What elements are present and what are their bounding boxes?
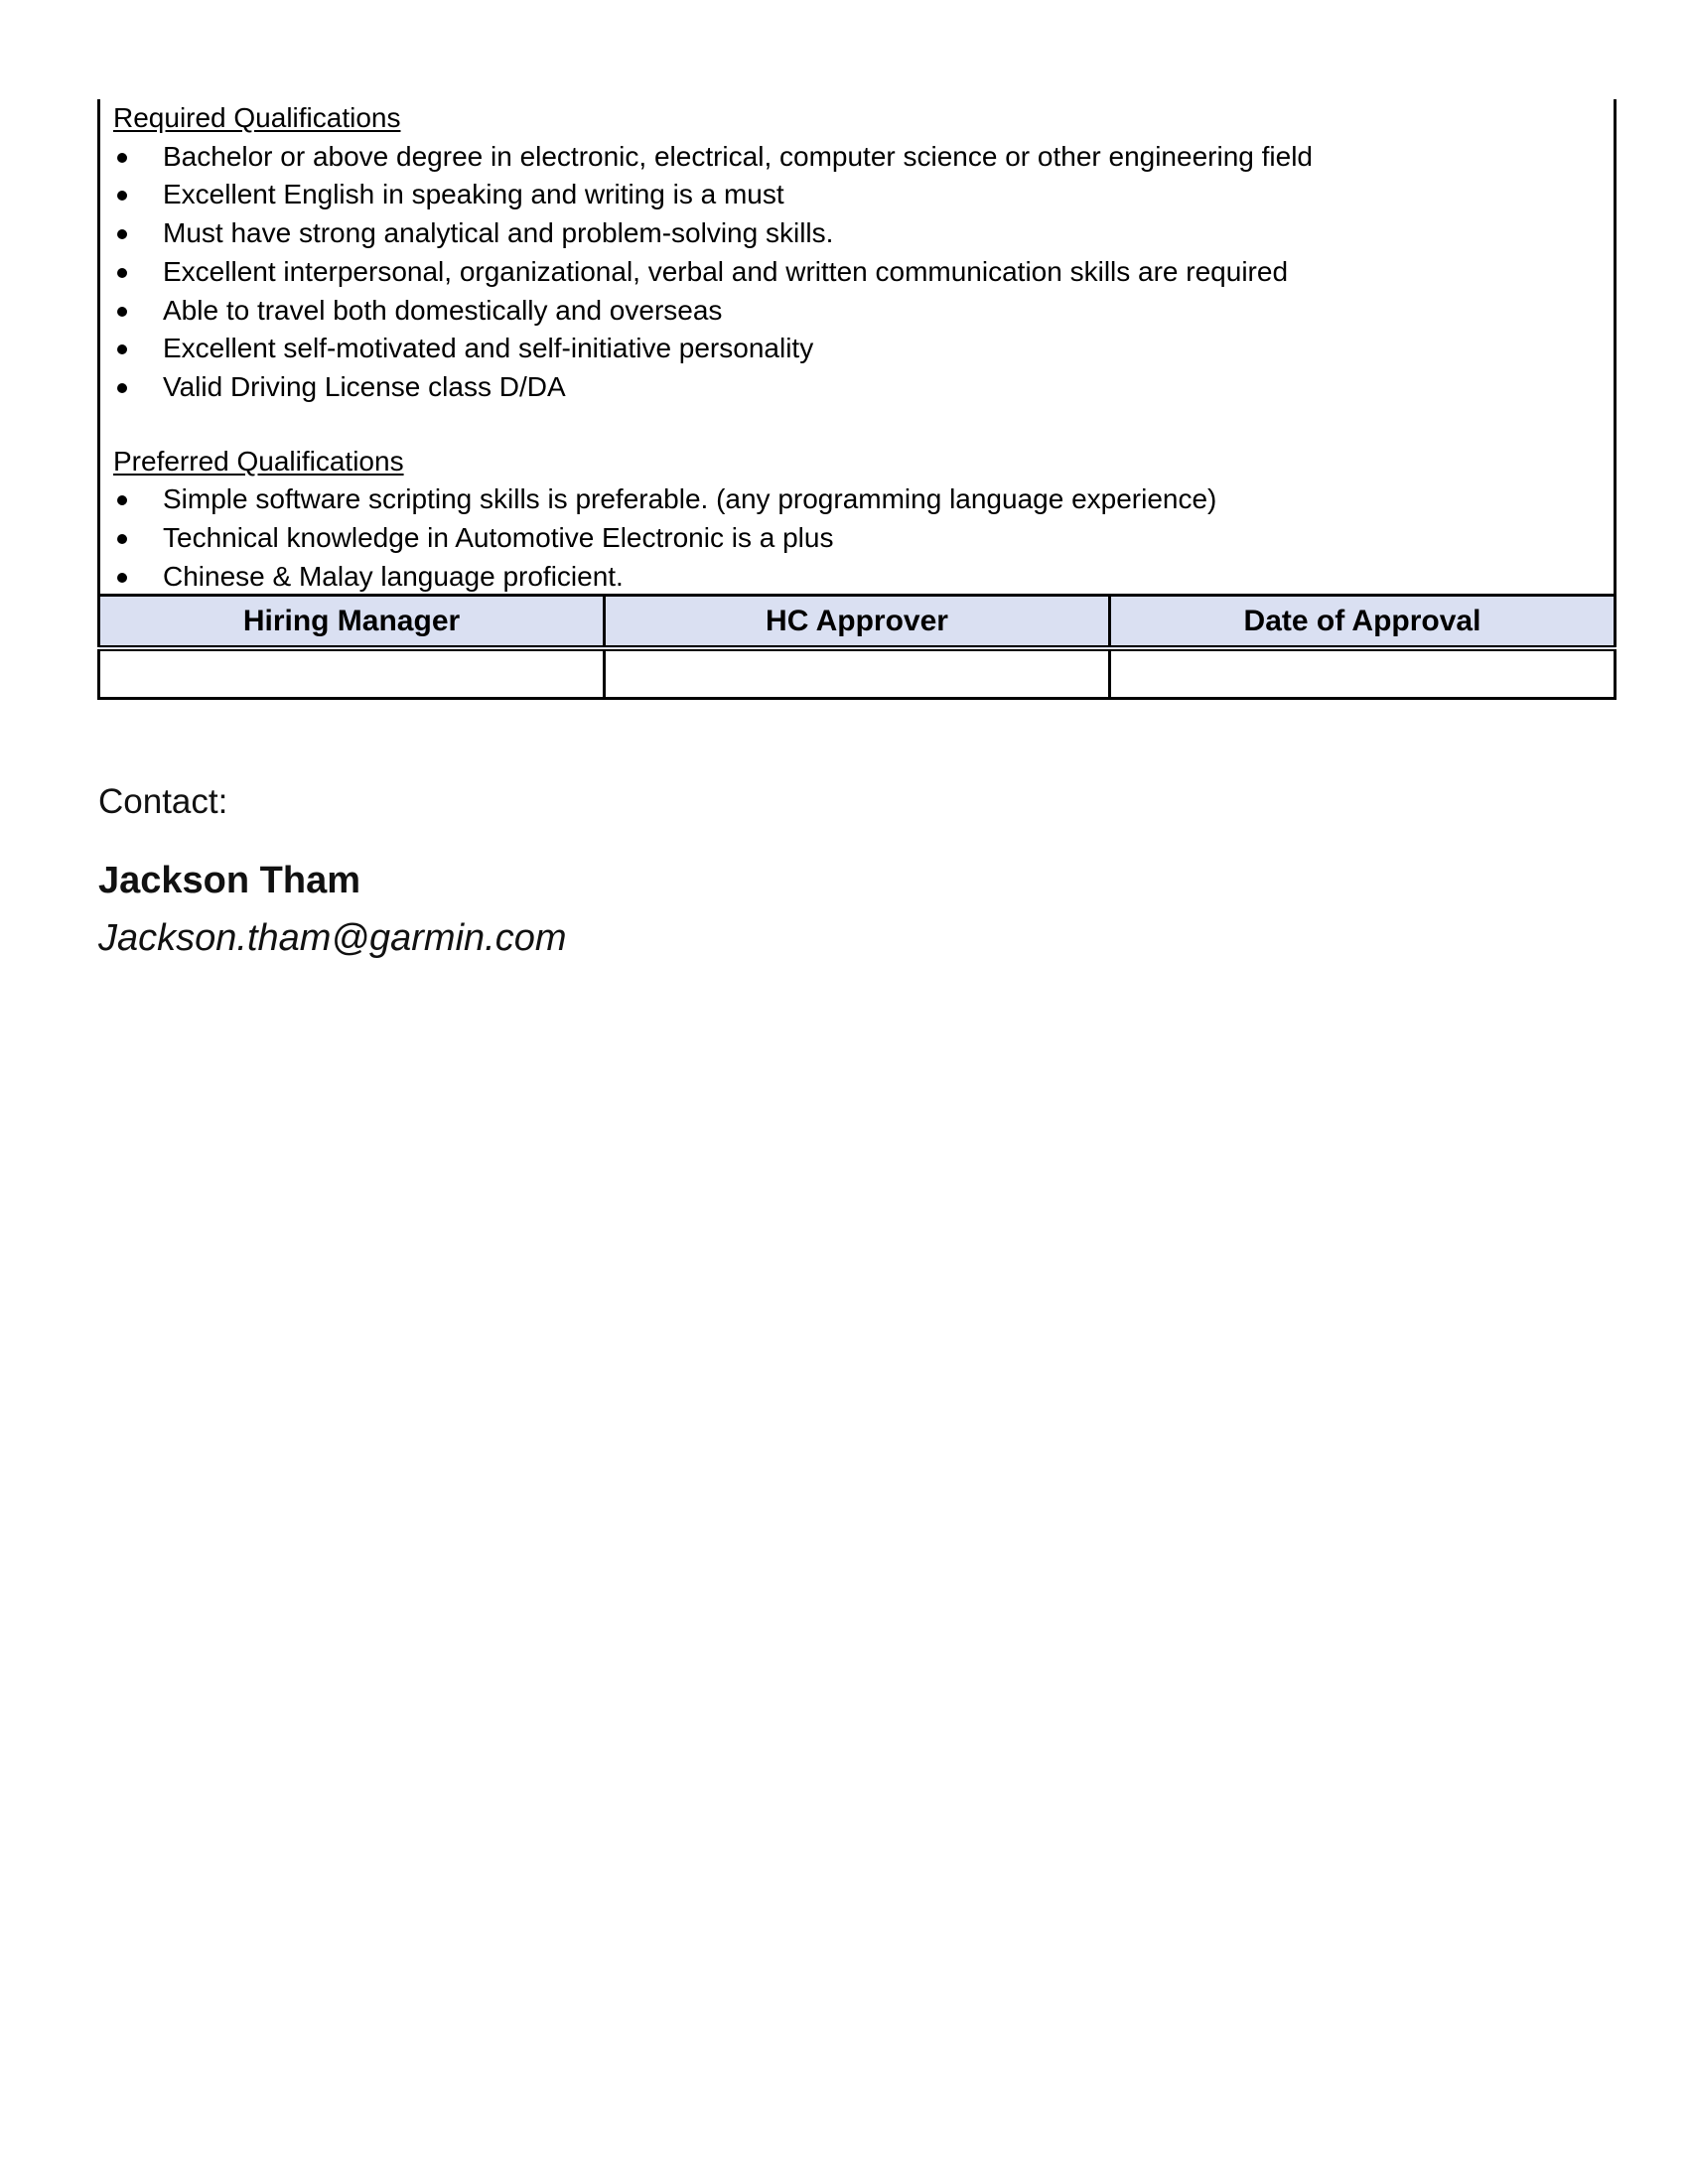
list-item <box>113 214 1593 253</box>
list-item-text: Able to travel both domestically and overseas <box>163 294 723 326</box>
list-item <box>113 480 1593 519</box>
list-item-text: Valid Driving License class D/DA <box>163 370 566 402</box>
required-qualifications-heading: Required Qualifications <box>113 102 401 133</box>
bullet-icon <box>117 344 127 354</box>
list-item-text: Simple software scripting skills is preferable. (any programming language experience) <box>163 483 1217 515</box>
preferred-qualifications-list <box>113 480 1593 596</box>
list-item <box>113 292 1593 331</box>
qualifications-section <box>113 99 1593 596</box>
bullet-icon <box>117 307 127 317</box>
bullet-icon <box>117 191 127 201</box>
list-item <box>113 558 1593 597</box>
date-of-approval-cell <box>1110 648 1616 699</box>
list-item <box>113 253 1593 292</box>
date-of-approval-header: Date of Approval <box>1110 596 1616 649</box>
approval-table <box>97 594 1617 700</box>
list-item-text: Excellent interpersonal, organizational, verbal and written communication skills are required <box>163 255 1289 287</box>
table-row <box>99 648 1616 699</box>
list-item-text: Excellent English in speaking and writing is a must <box>163 179 784 210</box>
bullet-icon <box>117 534 127 544</box>
preferred-qualifications-heading: Preferred Qualifications <box>113 445 404 477</box>
list-item-text: Technical knowledge in Automotive Electronic is a plus <box>163 522 834 554</box>
required-qualifications-list <box>113 138 1593 407</box>
list-item-text: Chinese & Malay language proficient. <box>163 560 624 592</box>
list-item-text: Excellent self-motivated and self-initiative personality <box>163 333 814 364</box>
bullet-icon <box>117 495 127 505</box>
list-item <box>113 368 1593 407</box>
list-item <box>113 176 1593 214</box>
list-item-text: Bachelor or above degree in electronic, electrical, computer science or other engineering field <box>163 140 1313 172</box>
list-item <box>113 519 1593 558</box>
bullet-icon <box>117 383 127 393</box>
bullet-icon <box>117 153 127 163</box>
hc-approver-cell <box>605 648 1110 699</box>
bullet-icon <box>117 573 127 583</box>
list-item <box>113 138 1593 177</box>
list-item-text: Must have strong analytical and problem-solving skills. <box>163 217 834 249</box>
table-header-row <box>99 596 1616 649</box>
list-item <box>113 330 1593 368</box>
bullet-icon <box>117 268 127 278</box>
contact-label: Contact: <box>98 782 228 821</box>
contact-email[interactable]: Jackson.tham@garmin.com <box>98 917 567 959</box>
section-spacer <box>113 407 1593 443</box>
hc-approver-header: HC Approver <box>605 596 1110 649</box>
hiring-manager-header: Hiring Manager <box>99 596 605 649</box>
hiring-manager-cell <box>99 648 605 699</box>
bullet-icon <box>117 229 127 239</box>
contact-name: Jackson Tham <box>98 860 360 901</box>
